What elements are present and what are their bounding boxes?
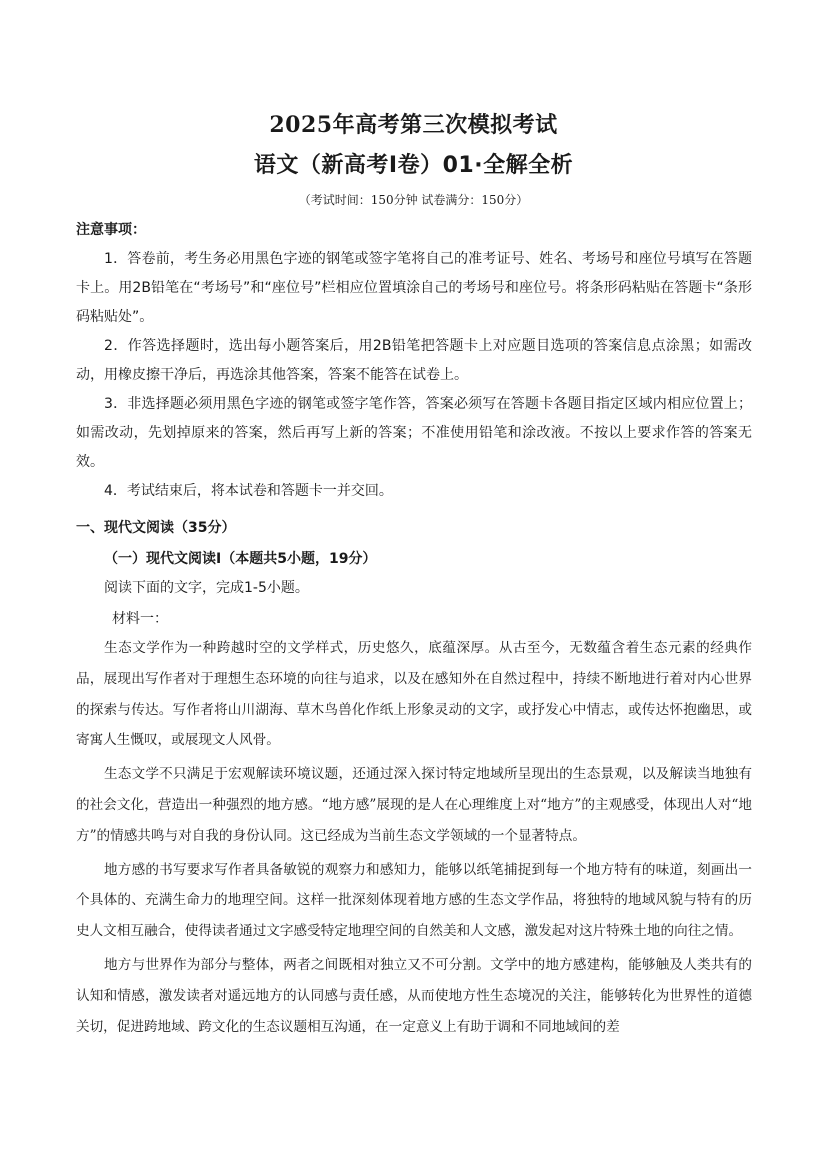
exam-title: 2025年高考第三次模拟考试: [269, 112, 558, 138]
notice-list: [76, 245, 752, 506]
material-paragraph: 生态文学作为一种跨越时空的文学样式，历史悠久，底蕴深厚。从古至今，无数蕴含着生态元素的经典作品，展现出写作者对于理想生态环境的向往与追求，以及在感知外在自然过程中，持续不断地进行着对内心世界的探索与传达。写作者将山川湖海、草木鸟兽化作纸上形象灵动的文字，或抒发心中情志，或传达怀抱幽思，或寄寓人生慨叹，或展现文人风骨。: [76, 640, 752, 749]
notice-item-1: 1．答卷前，考生务必用黑色字迹的钢笔或签字笔将自己的准考证号、姓名、考场号和座位号填写在答题卡上。用2B铅笔在“考场号”和“座位号”栏相应位置填涂自己的考场号和座位号。将条形码粘贴在答题卡“条形码粘贴处”。: [76, 251, 752, 325]
material-paragraph: 地方感的书写要求写作者具备敏锐的观察力和感知力，能够以纸笔捕捉到每一个地方特有的味道，刻画出一个具体的、充满生命力的地理空间。这样一批深刻体现着地方感的生态文学作品，将独特的地域风貌与特有的历史人文相互融合，使得读者通过文字感受特定地理空间的自然美和人文感，激发起对这片特殊土地的向往之情。: [76, 861, 752, 940]
material-text: [76, 633, 752, 1045]
notice-item-4: 4．考试结束后，将本试卷和答题卡一并交回。: [104, 483, 393, 499]
material-paragraph: 生态文学不只满足于宏观解读环境议题，还通过深入探讨特定地域所呈现出的生态景观，以及解读当地独有的社会文化，营造出一种强烈的地方感。“地方感”展现的是人在心理维度上对“地方”的主观感受，体现出人对“地方”的情感共鸣与对自我的身份认同。这已经成为当前生态文学领域的一个显著特点。: [76, 766, 752, 844]
material-label: 材料一：: [112, 611, 168, 627]
exam-subtitle: 语文（新高考Ⅰ卷）01·全解全析: [253, 153, 574, 178]
notice-item-3: 3．非选择题必须用黑色字迹的钢笔或签字笔作答，答案必须写在答题卡各题目指定区域内相应位置上；如需改动，先划掉原来的答案，然后再写上新的答案；不准使用铅笔和涂改液。不按以上要求作答的答案无效。: [76, 396, 752, 470]
material-paragraph: 地方与世界作为部分与整体，两者之间既相对独立又不可分割。文学中的地方感建构，能够触及人类共有的认知和情感，激发读者对遥远地方的认同感与责任感，从而使地方性生态境况的关注，能够转化为世界性的道德关切，促进跨地域、跨文化的生态议题相互沟通，在一定意义上有助于调和不同地域间的差: [76, 956, 752, 1035]
subsection-heading: （一）现代文阅读Ⅰ（本题共5小题，19分）: [104, 551, 377, 567]
reading-instruction: 阅读下面的文字，完成1-5小题。: [104, 580, 309, 596]
exam-time-score-info: （考试时间：150分钟 试卷满分：150分）: [298, 193, 529, 207]
notice-item-2: 2．作答选择题时，选出每小题答案后，用2B铅笔把答题卡上对应题目选项的答案信息点涂黑；如需改动，用橡皮擦干净后，再选涂其他答案，答案不能答在试卷上。: [76, 338, 752, 383]
notice-heading: 注意事项：: [76, 222, 146, 238]
section-heading: 一、现代文阅读（35分）: [76, 520, 236, 536]
